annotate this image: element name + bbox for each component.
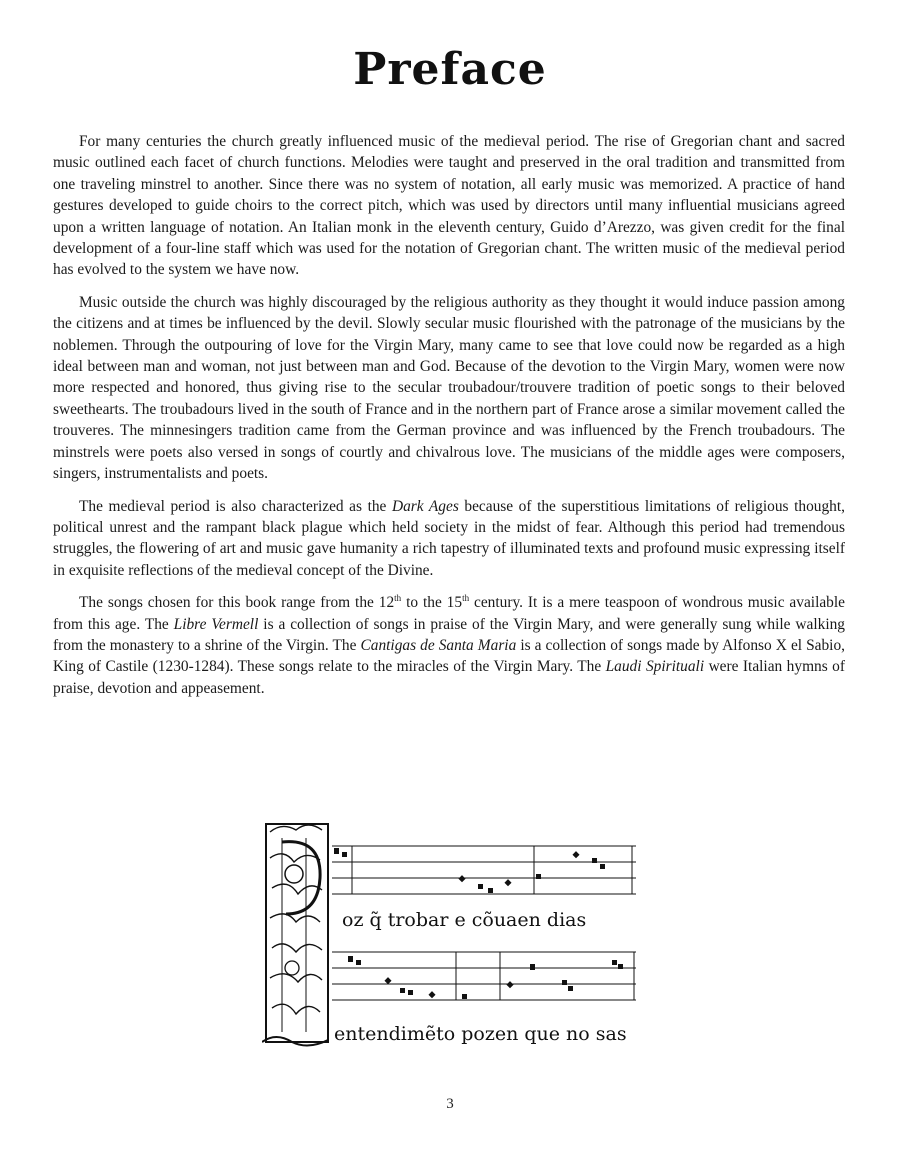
illuminated-initial (262, 824, 328, 1046)
title-emphasis: Cantigas de Santa Maria (360, 636, 517, 654)
neumes-staff-1 (334, 848, 605, 893)
paragraph-4-text: were Italian hymns of praise, devotion and appeasement. (53, 658, 845, 697)
paragraph-3-emphasis: Dark Ages (391, 497, 459, 515)
paragraph-1: For many centuries the church greatly influenced music of the medieval period. The rise of Gregorian chant and sacred music outlined each facet of church functions. Melodies were taught and preserved in the oral tradition and transmitted from one traveling minstrel to another. Since there was no system of notation, all early music was memorized. A practice of hand gestures developed to guide choirs to the correct pitch, which was used by directors until many influential musicians agreed upon a written language of notation. An Italian monk in the eleventh century, Guido d’Arezzo, was given credit for the final development of a four-line staff which was used for the notation of Gregorian chant. The written music of the medieval period has evolved to the system we have now. (53, 133, 845, 279)
paragraph-4-text: to the 15 (401, 594, 463, 612)
lyrics-line-1: oz q̃ trobar e cõuaen dias (342, 909, 587, 931)
paragraph-3-text: The medieval period is also characterized as the (79, 497, 392, 515)
manuscript-illustration (262, 818, 640, 1050)
title-emphasis: Libre Vermell (173, 615, 259, 633)
superscript: th (462, 593, 470, 603)
neumes-staff-2 (348, 956, 623, 999)
superscript: th (394, 593, 402, 603)
lyrics-line-2: entendimẽto pozen que no sas (334, 1023, 627, 1045)
paragraph-4-text: is a collection of songs in praise of the Virgin Mary, and were generally sung while walking from the monastery to a shrine of the Virgin. The (53, 615, 845, 654)
page-number: 3 (446, 1096, 454, 1112)
title-emphasis: Laudi Spirituali (605, 658, 705, 676)
paragraph-2: Music outside the church was highly discouraged by the religious authority as they thought it would induce passion among the citizens and at times be influenced by the devil. Slowly secular music flourished with the patronage of the musicians by the noblemen. Through the outpouring of love for the Virgin Mary, many came to see that love could now be regarded as a high ideal between man and woman, not just between man and God. Because of the devotion to the Virgin Mary, women were now more respected and honored, thus giving rise to the secular troubadour/trouvere tradition of poetic songs to their beloved sweethearts. The troubadours lived in the south of France and in the northern part of France arose a similar movement called the trouveres. The minnesingers tradition came from the German province and was influenced by the French troubadours. The minstrels were poets also versed in songs of courtly and chivalrous love. The musicians of the middle ages were composers, singers, instrumentalists and poets. (53, 293, 845, 483)
paragraph-3 (53, 496, 845, 582)
paragraph-4 (53, 592, 845, 699)
page-title: Preface (353, 44, 547, 95)
body-text (53, 131, 845, 710)
paragraph-4-text: century. It is a mere teaspoon of wondrous music available from this age. The (53, 594, 845, 633)
paragraph-3-text-2: because of the superstitious limitations of religious thought, political unrest and the rampant black plague which held society in the midst of fear. Although this period had tremendous struggles, the flowering of art and music gave humanity a rich tapestry of illuminated texts and profound music expressing itself in exquisite reflections of the medieval concept of the Divine. (53, 497, 845, 579)
music-staff-1 (332, 846, 636, 894)
music-staff-2 (332, 952, 636, 1000)
paragraph-4-text: is a collection of songs made by Alfonso X el Sabio, King of Castile (1230-1284). These songs relate to the miracles of the Virgin Mary. The (53, 636, 845, 676)
paragraph-4-text: The songs chosen for this book range from the 12 (79, 594, 395, 612)
